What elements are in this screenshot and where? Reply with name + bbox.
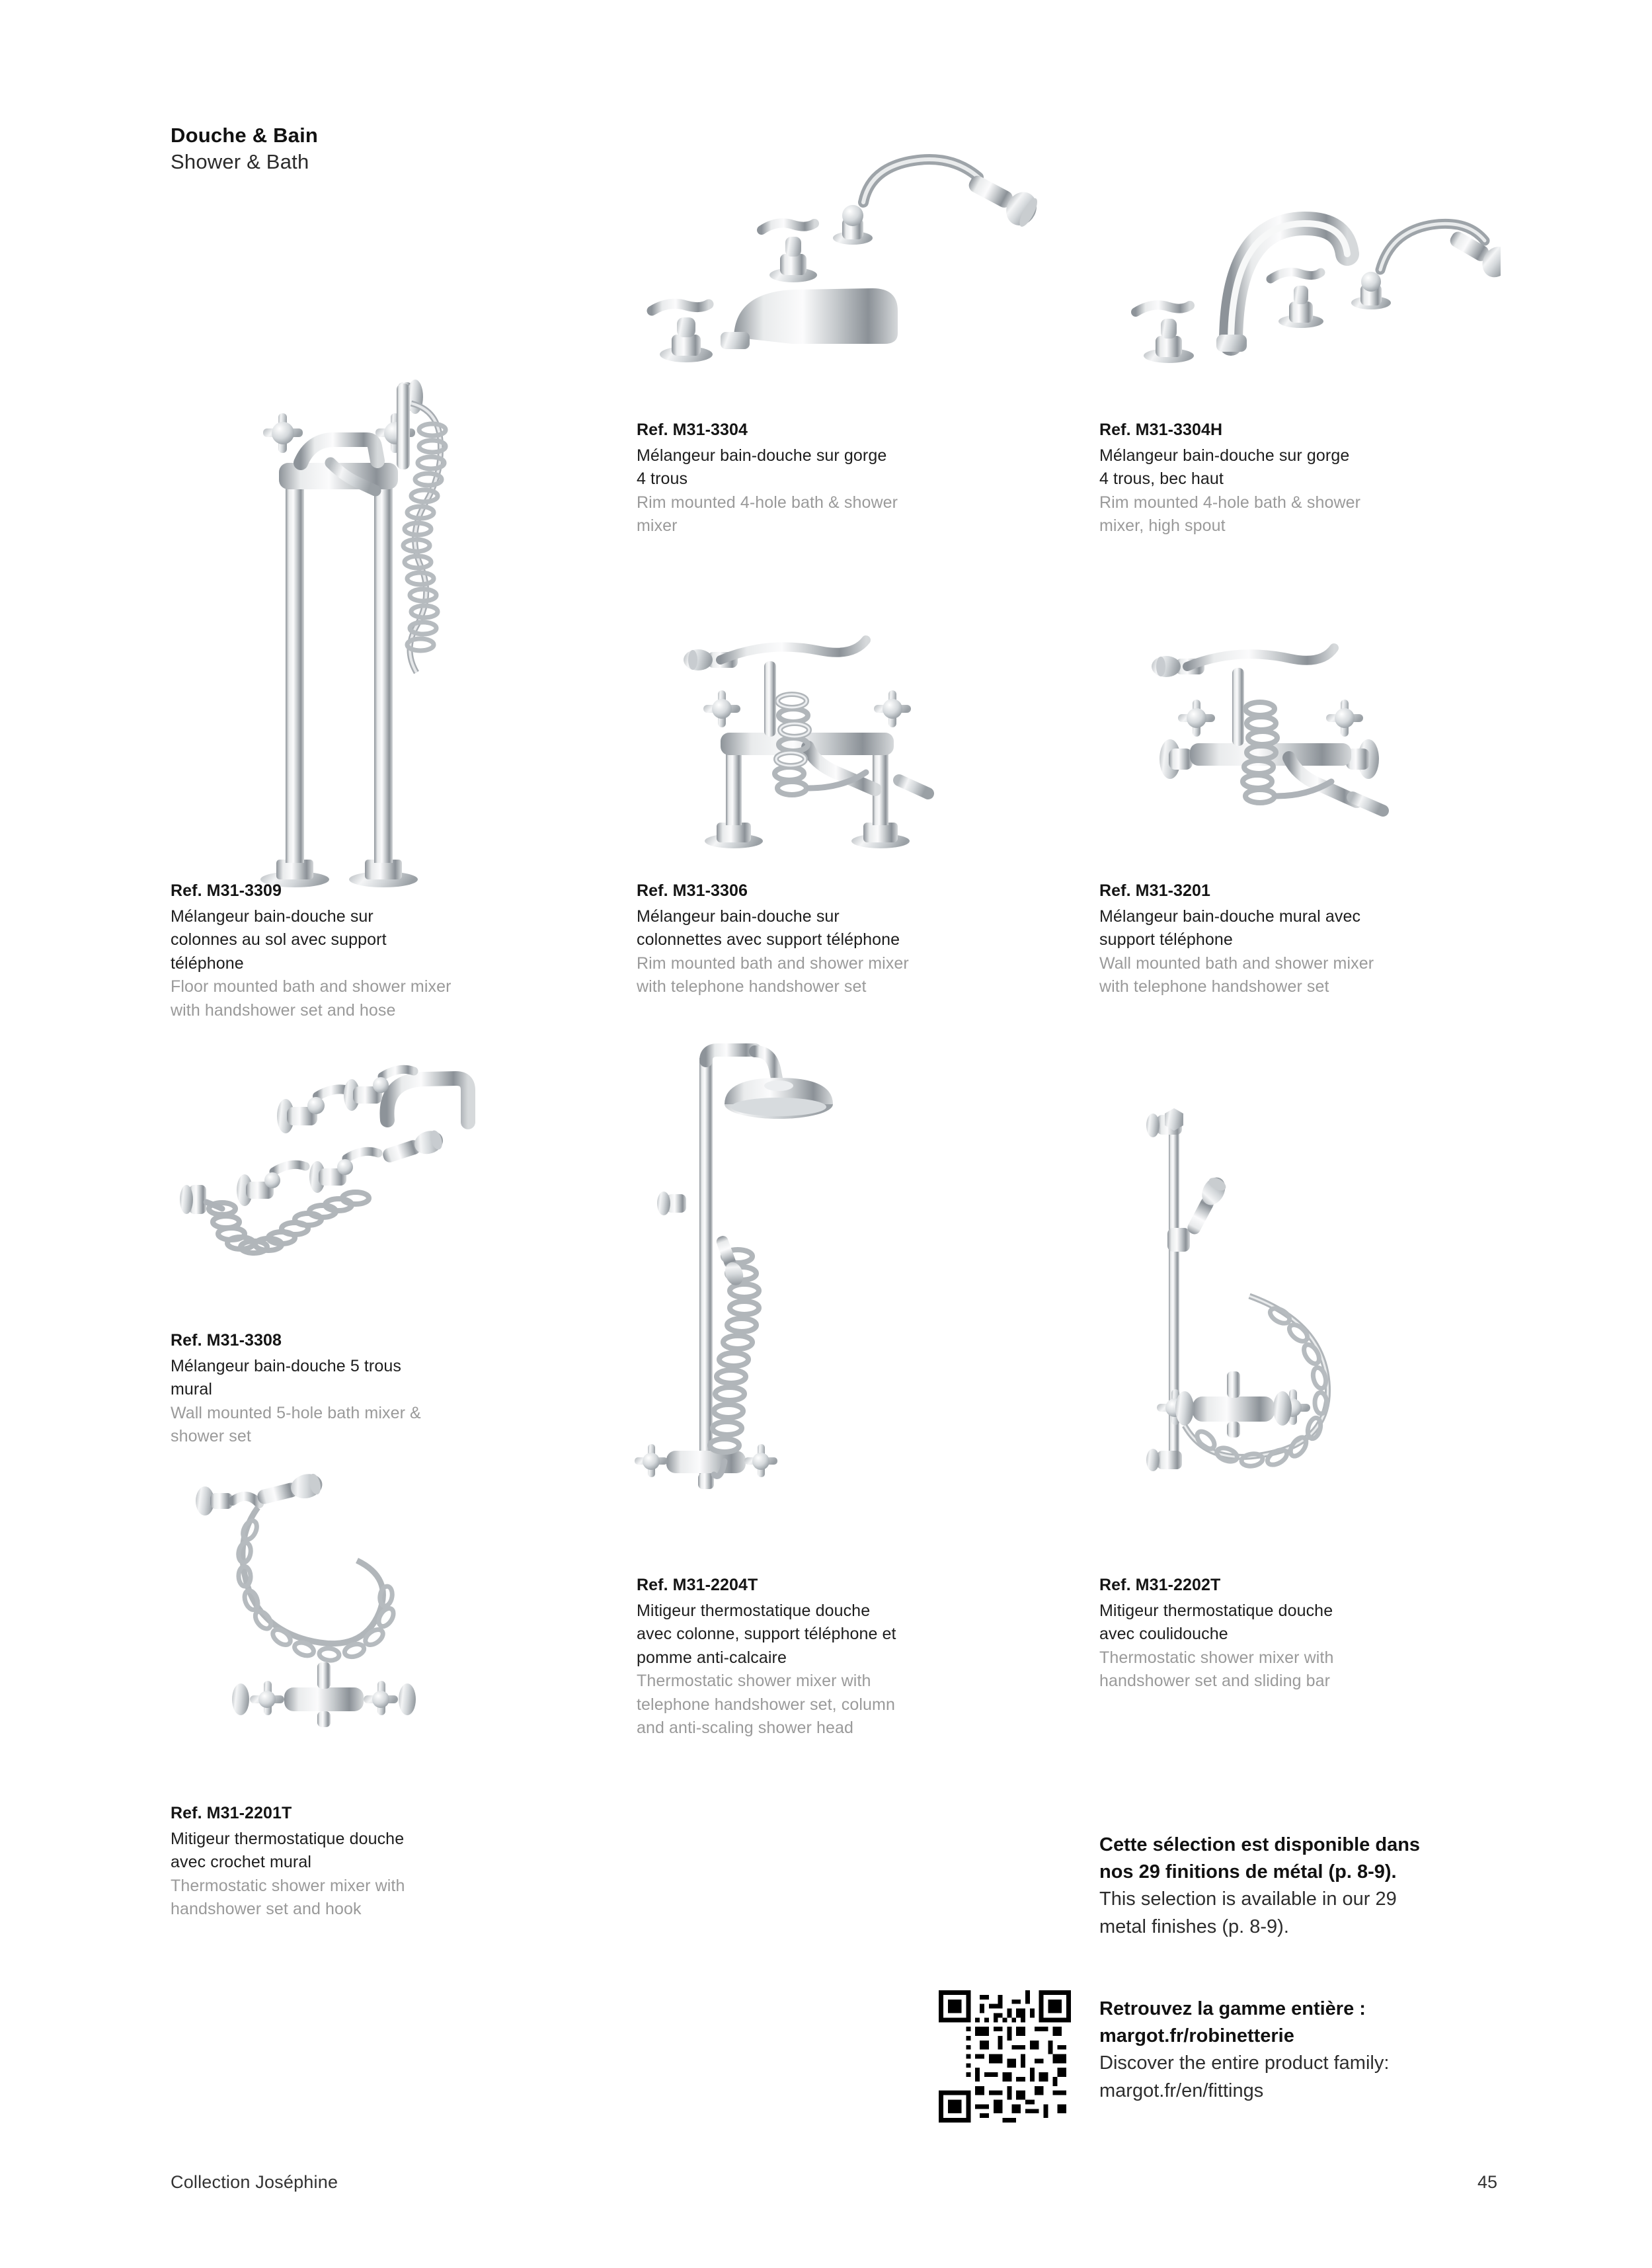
product-desc-en-line1: Rim mounted 4-hole bath & shower: [637, 493, 898, 512]
product-desc-fr-line2: colonnes au sol avec support: [171, 930, 387, 949]
product-image-m31-2202t: [1084, 1098, 1388, 1560]
product-desc-fr-line2: 4 trous, bec haut: [1099, 469, 1224, 488]
product-desc-fr-line1: Mélangeur bain-douche sur gorge: [1099, 446, 1350, 465]
caption-m31-3304h: [1099, 419, 1456, 538]
product-desc-en-line2: with telephone handshower set: [637, 977, 867, 996]
product-desc-en-line1: Thermostatic shower mixer with: [637, 1672, 871, 1690]
product-desc-en-line2: telephone handshower set, column: [637, 1695, 895, 1714]
product-ref: Ref. M31-3308: [171, 1331, 282, 1350]
product-desc-fr-line1: Mitigeur thermostatique douche: [1099, 1601, 1333, 1620]
footer-page-number: 45: [1477, 2172, 1497, 2192]
caption-m31-3304: [637, 419, 980, 538]
product-desc-fr-line2: colonnettes avec support téléphone: [637, 930, 900, 949]
product-ref: Ref. M31-3304H: [1099, 421, 1223, 439]
qr-code-icon[interactable]: [939, 1990, 1071, 2123]
caption-m31-3306: [637, 879, 994, 999]
product-image-m31-3201: [1091, 582, 1501, 886]
finishes-note: [1099, 1832, 1522, 1941]
product-ref: Ref. M31-2204T: [637, 1576, 758, 1594]
product-desc-fr-line3: pomme anti-calcaire: [637, 1648, 787, 1667]
product-ref: Ref. M31-3304: [637, 421, 748, 439]
product-desc-fr-line1: Mélangeur bain-douche sur gorge: [637, 446, 887, 465]
product-image-m31-3304h: [1091, 172, 1501, 410]
product-desc-en-line1: Thermostatic shower mixer with: [1099, 1648, 1334, 1667]
product-desc-en-line2: shower set: [171, 1427, 251, 1445]
caption-m31-2204t: [637, 1574, 980, 1740]
product-desc-en-line2: handshower set and sliding bar: [1099, 1672, 1331, 1690]
qr-block: [939, 1990, 1534, 2142]
product-image-m31-3309: [165, 264, 542, 926]
product-ref: Ref. M31-2202T: [1099, 1576, 1221, 1594]
qr-note-en-line2: margot.fr/en/fittings: [1099, 2080, 1264, 2101]
product-desc-en-line1: Rim mounted bath and shower mixer: [637, 953, 909, 973]
page-title-fr: Douche & Bain: [171, 124, 319, 147]
page-title-en: Shower & Bath: [171, 149, 309, 173]
product-desc-fr-line2: avec colonne, support téléphone et: [637, 1625, 896, 1643]
caption-m31-3201: [1099, 879, 1470, 999]
qr-note-fr-line2: margot.fr/robinetterie: [1099, 2025, 1294, 2047]
product-desc-en-line1: Thermostatic shower mixer with: [171, 1876, 405, 1895]
product-desc-en-line1: Wall mounted 5-hole bath mixer &: [171, 1403, 421, 1422]
product-ref: Ref. M31-2201T: [171, 1804, 292, 1822]
product-ref: Ref. M31-3306: [637, 881, 748, 900]
product-desc-en-line1: Wall mounted bath and shower mixer: [1099, 953, 1374, 973]
product-desc-fr-line2: avec crochet mural: [171, 1853, 311, 1871]
product-desc-en-line2: mixer: [637, 516, 678, 535]
product-image-m31-3306: [635, 582, 1044, 886]
product-desc-fr-line1: Mélangeur bain-douche 5 trous: [171, 1356, 401, 1375]
product-desc-fr-line2: avec coulidouche: [1099, 1625, 1228, 1643]
product-desc-en-line3: and anti-scaling shower head: [637, 1719, 854, 1737]
product-image-m31-2201t: [159, 1461, 476, 1792]
product-desc-fr-line2: mural: [171, 1380, 213, 1398]
page-title: [171, 122, 567, 175]
caption-m31-3308: [171, 1329, 514, 1449]
product-desc-fr-line2: support téléphone: [1099, 930, 1233, 949]
qr-note-en-line1: Discover the entire product family:: [1099, 2052, 1390, 2074]
product-desc-fr-line3: téléphone: [171, 953, 244, 973]
product-desc-en-line1: Floor mounted bath and shower mixer: [171, 977, 452, 996]
caption-m31-2202t: [1099, 1574, 1470, 1693]
finishes-note-en-line1: This selection is available in our 29: [1099, 1888, 1397, 1910]
caption-m31-2201t: [171, 1802, 514, 1922]
product-ref: Ref. M31-3309: [171, 881, 282, 900]
product-family-note: [1099, 1996, 1529, 2105]
product-desc-fr-line1: Mitigeur thermostatique douche: [637, 1601, 871, 1620]
product-desc-fr-line1: Mélangeur bain-douche sur: [171, 907, 374, 926]
product-desc-en-line2: with telephone handshower set: [1099, 977, 1329, 996]
product-desc-en-line2: mixer, high spout: [1099, 516, 1226, 535]
finishes-note-en-line2: metal finishes (p. 8-9).: [1099, 1916, 1289, 1937]
product-desc-en-line2: with handshower set and hose: [171, 1000, 396, 1020]
finishes-note-fr-line1: Cette sélection est disponible dans: [1099, 1834, 1421, 1855]
product-ref: Ref. M31-3201: [1099, 881, 1211, 900]
product-desc-fr-line1: Mélangeur bain-douche sur: [637, 907, 840, 926]
product-desc-fr-line2: 4 trous: [637, 469, 688, 488]
product-desc-en-line2: handshower set and hook: [171, 1900, 362, 1918]
product-image-m31-3304: [635, 139, 1044, 403]
finishes-note-fr-line2: nos 29 finitions de métal (p. 8-9).: [1099, 1861, 1397, 1883]
qr-note-fr-line1: Retrouvez la gamme entière :: [1099, 1998, 1366, 2019]
product-desc-fr-line1: Mélangeur bain-douche mural avec: [1099, 907, 1361, 926]
footer-collection-name: Collection Joséphine: [171, 2172, 338, 2192]
caption-m31-3309: [171, 879, 514, 1022]
product-desc-fr-line1: Mitigeur thermostatique douche: [171, 1829, 405, 1848]
product-desc-en-line1: Rim mounted 4-hole bath & shower: [1099, 493, 1361, 512]
product-image-m31-2204t: [615, 1038, 892, 1567]
product-image-m31-3308: [165, 1032, 575, 1309]
